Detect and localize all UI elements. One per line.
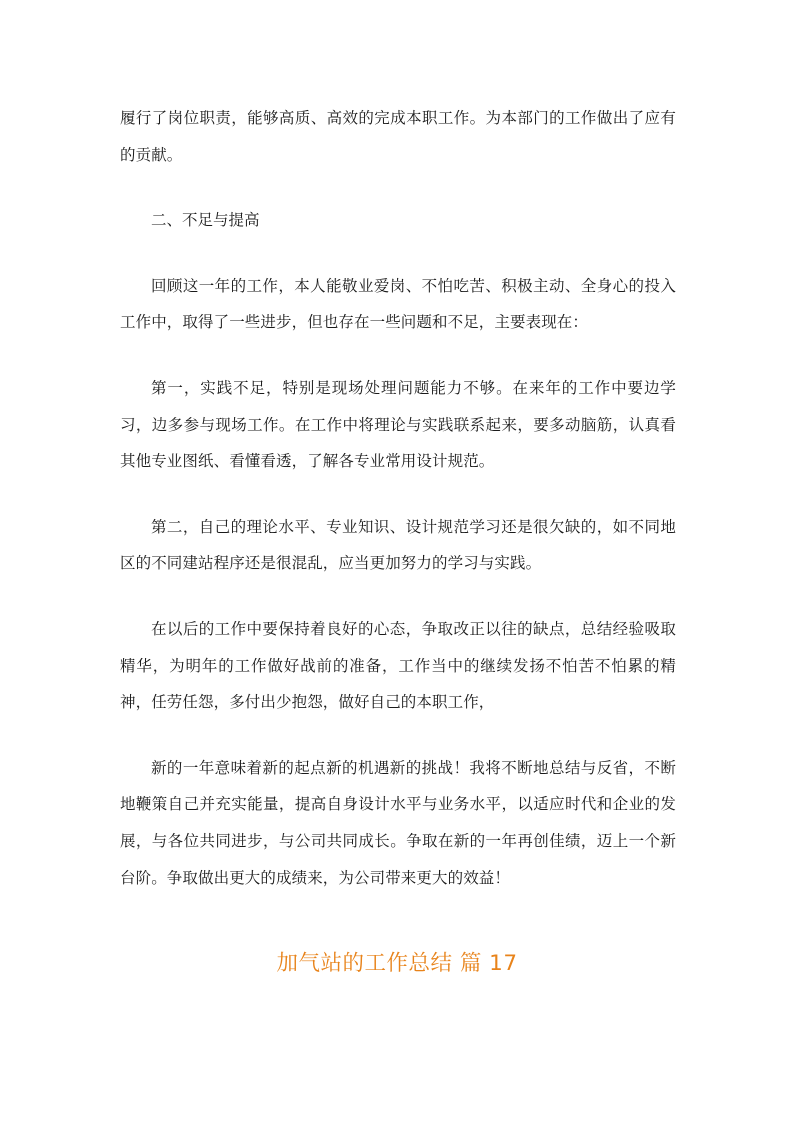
paragraph-future-work: 在以后的工作中要保持着良好的心态，争取改正以往的缺点，总结经验吸取精华，为明年的工作做好战前的准备，工作当中的继续发扬不怕苦不怕累的精神，任劳任怨，多付出少抱怨，做好自己的本职工作， [120,619,676,712]
section-heading: 二、不足与提高 [151,211,260,230]
paragraph-second-point: 第二，自己的理论水平、专业知识、设计规范学习还是很欠缺的，如不同地区的不同建站程序还是很混乱，应当更加努力的学习与实践。 [120,517,676,573]
paragraph-review: 回顾这一年的工作，本人能敬业爱岗、不怕吃苦、积极主动、全身心的投入工作中，取得了一些进步，但也存在一些问题和不足，主要表现在： [120,276,676,332]
paragraph-first-point: 第一，实践不足，特别是现场处理问题能力不够。在来年的工作中要边学习，边多参与现场工作。在工作中将理论与实践联系起来，要多动脑筋，认真看其他专业图纸、看懂看透，了解各专业常用设计规范。 [120,378,676,471]
article-title: 加气站的工作总结 篇 17 [276,951,518,976]
paragraph-continuation: 履行了岗位职责，能够高质、高效的完成本职工作。为本部门的工作做出了应有的贡献。 [120,109,676,164]
paragraph-new-year: 新的一年意味着新的起点新的机遇新的挑战！我将不断地总结与反省，不断地鞭策自己并充实能量，提高自身设计水平与业务水平，以适应时代和企业的发展，与各位共同进步，与公司共同成长。争取在新的一年再创佳绩，迈上一个新台阶。争取做出更大的成绩来，为公司带来更大的效益！ [120,758,676,887]
document-body [120,100,676,896]
